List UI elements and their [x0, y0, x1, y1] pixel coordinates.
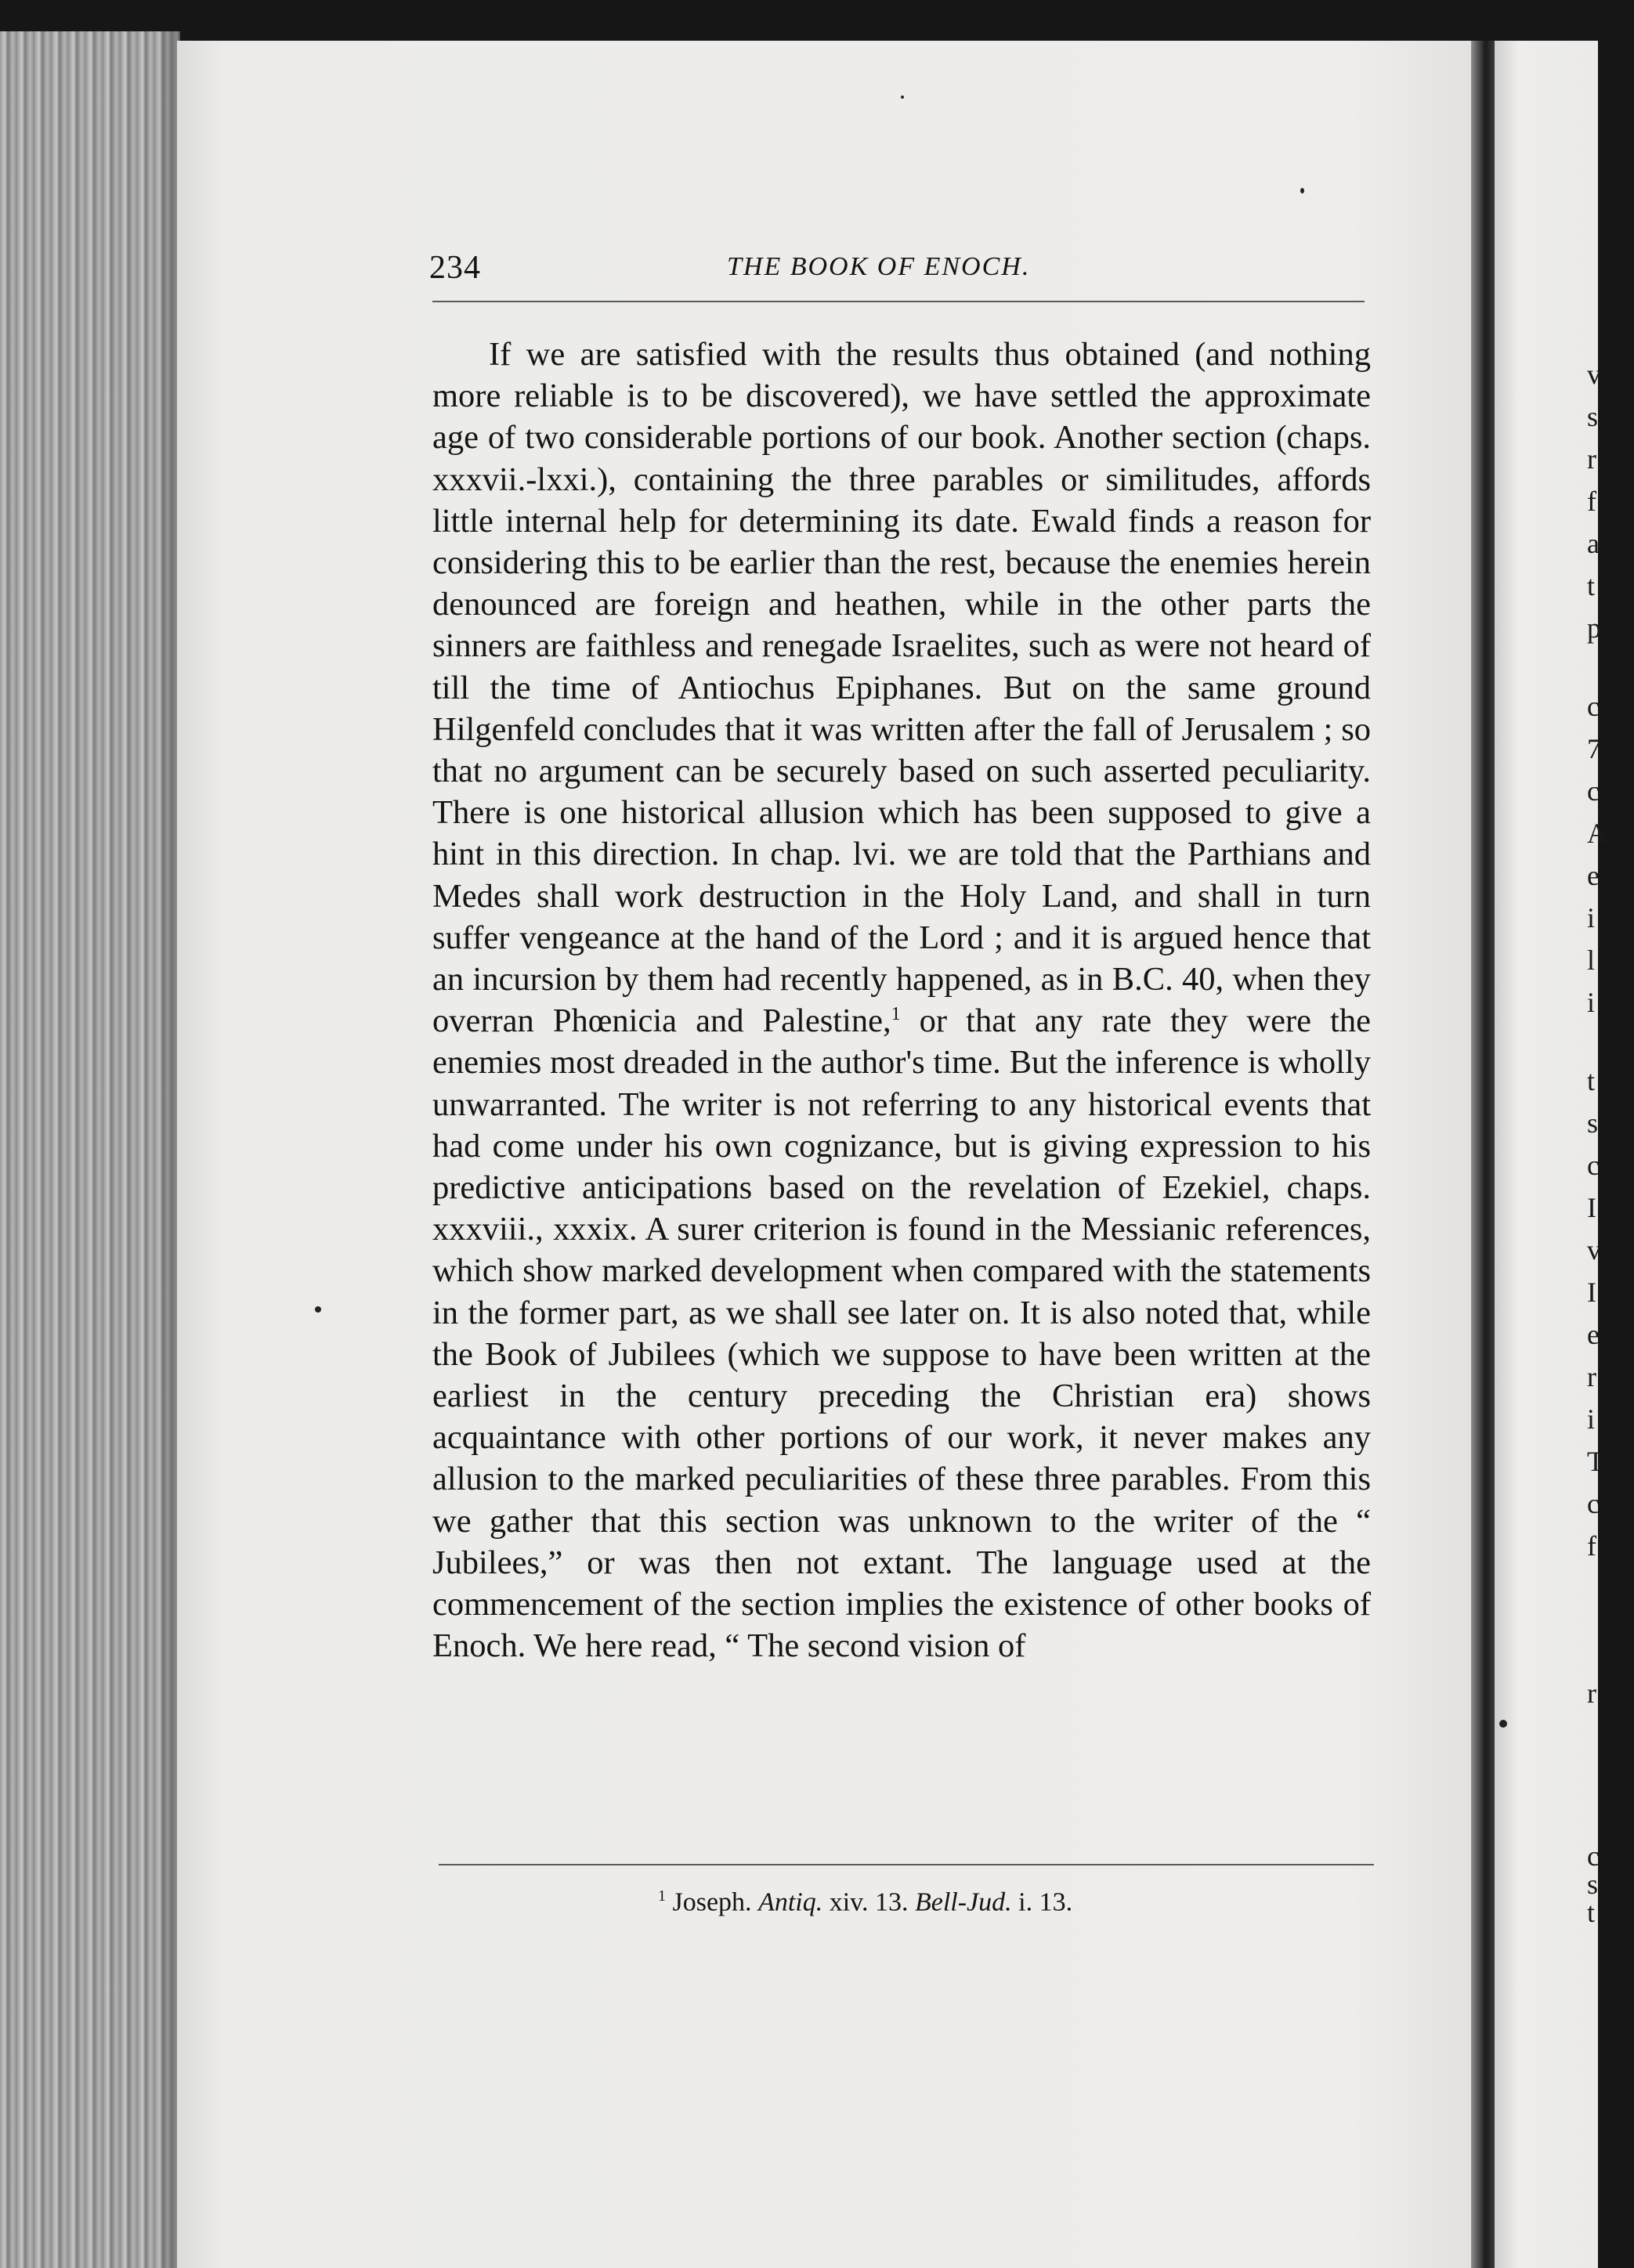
facing-letter: i	[1587, 987, 1596, 1018]
facing-letter: i	[1587, 1403, 1596, 1435]
footnote-text: Joseph.	[666, 1887, 759, 1917]
facing-letter: A	[1587, 818, 1607, 849]
facing-letter: s	[1587, 401, 1599, 432]
facing-letter: c	[1587, 691, 1600, 722]
facing-letter: e	[1587, 1319, 1600, 1350]
facing-letter: c	[1587, 775, 1600, 807]
paper-speck	[315, 1306, 321, 1313]
facing-letter: c	[1587, 1840, 1600, 1872]
paper-speck	[1499, 1720, 1507, 1728]
facing-letter: r	[1587, 1361, 1596, 1392]
facing-letter: v	[1587, 359, 1601, 390]
paper-speck	[901, 96, 904, 99]
facing-letter: f	[1587, 486, 1596, 517]
page-number: 234	[429, 250, 481, 286]
facing-letter: t	[1587, 570, 1596, 601]
facing-letter: I	[1587, 1192, 1596, 1223]
facing-page-edge	[1495, 41, 1607, 2268]
footnote-title: Antiq.	[758, 1887, 823, 1917]
footnote-rule	[439, 1864, 1374, 1865]
facing-letter: e	[1587, 860, 1600, 891]
facing-letter: I	[1587, 1277, 1596, 1308]
body-text-part-1: If we are satisfied with the results thus obtained (and nothing more reliable is to be discovered), we have settled the approximate age of two considerable portions of our book. Another section (chaps. xxxvii.-lxxi.), containing the three parables or similitudes, affords little internal help for determining its date. Ewald finds a reason for considering this to be earlier than the rest, because the enemies herein denounced are foreign and heathen, while in the other parts the sinners are faithless and renegade Israelites, such as were not heard of till the time of Antiochus Epiphanes. But on the same ground Hilgenfeld concludes that it was written after the fall of Jerusalem ; so that no argument can be securely based on such asserted peculiarity. There is one historical allusion which has been supposed to give a hint in this direction. In chap. lvi. we are told that the Parthians and Medes shall work destruction in the Holy Land, and shall in turn suffer vengeance at the hand of the Lord ; and it is argued hence that an incursion by them had recently happened, as in B.C. 40, when they overran Phœnicia and Palestine,	[432, 336, 1371, 1040]
footnote-marker: 1	[658, 1887, 666, 1905]
header-rule	[432, 301, 1365, 302]
facing-letter: l	[1587, 944, 1596, 976]
facing-letter: t	[1587, 1065, 1596, 1096]
page-header	[429, 249, 1369, 291]
footnote-text: i. 13.	[1011, 1887, 1073, 1917]
facing-letter: r	[1587, 443, 1596, 475]
facing-letter: s	[1587, 1107, 1599, 1139]
footnote-title: Bell-Jud.	[914, 1887, 1012, 1917]
facing-letter: r	[1587, 1678, 1596, 1709]
facing-letter: s	[1587, 1869, 1599, 1900]
facing-letter: c	[1587, 1488, 1600, 1519]
running-head: THE BOOK OF ENOCH.	[727, 252, 1031, 281]
paper-speck	[1300, 188, 1304, 193]
page-edges	[0, 31, 180, 2268]
facing-letter: t	[1587, 1897, 1596, 1928]
facing-letter: T	[1587, 1446, 1604, 1477]
footnote	[658, 1887, 1072, 1917]
facing-letter: p	[1587, 612, 1601, 644]
facing-letter: i	[1587, 902, 1596, 934]
body-paragraph	[432, 334, 1371, 1667]
facing-letter: 7	[1587, 733, 1601, 764]
facing-letter: f	[1587, 1530, 1596, 1562]
book-gutter	[1471, 41, 1495, 2268]
footnote-reference: 1	[891, 1004, 901, 1025]
facing-letter: a	[1587, 528, 1600, 559]
facing-letter: v	[1587, 1234, 1601, 1266]
body-text-part-2: or that any rate they were the enemies most dreaded in the author's time. But the inference is wholly unwarranted. The writer is not referring to any historical events that had come under his own cognizance, but is giving expression to his predictive anticipations based on the revelation of Ezekiel, chaps. xxxviii., xxxix. A surer criterion is found in the Messianic references, which show marked development when compared with the statements in the former part, as we shall see later on. It is also noted that, while the Book of Jubilees (which we suppose to have been written at the earliest in the century preceding the Christian era) shows acquaintance with other portions of our work, it never makes any allusion to the marked peculiarities of these three parables. From this we gather that this section was unknown to the writer of the “ Jubilees,” or was then not extant. The language used at the commencement of the section implies the existence of other books of Enoch. We here read, “ The second vision of	[432, 1002, 1371, 1665]
facing-letter: c	[1587, 1150, 1600, 1181]
footnote-text: xiv. 13.	[822, 1887, 915, 1917]
